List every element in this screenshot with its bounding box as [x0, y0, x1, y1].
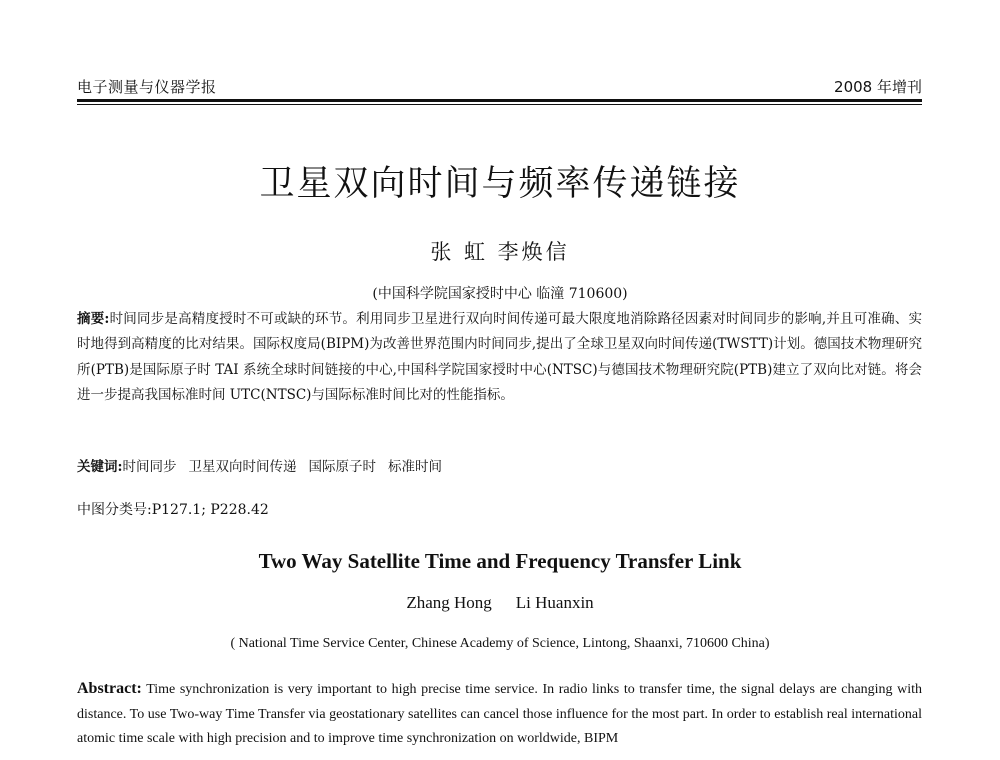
abstract-label-english: Abstract:: [77, 680, 142, 697]
keywords-label: 关键词:: [77, 459, 123, 475]
affiliation-chinese: (中国科学院国家授时中心 临潼 710600): [372, 286, 628, 302]
classification-number: 中图分类号:P127.1; P228.42: [77, 502, 269, 518]
journal-name: 电子测量与仪器学报: [77, 78, 217, 96]
running-header: [77, 76, 922, 100]
header-rule-thin: [77, 104, 922, 105]
keyword: 国际原子时: [308, 459, 376, 475]
keyword: 标准时间: [387, 459, 442, 475]
keywords-chinese: [77, 456, 922, 478]
abstract-label-chinese: 摘要:: [77, 311, 110, 327]
paper-title-chinese: 卫星双向时间与频率传递链接: [259, 164, 741, 204]
abstract-text-chinese: 时间同步是高精度授时不可或缺的环节。利用同步卫星进行双向时间传递可最大限度地消除路径因素对时间同步的影响,并且可准确、实时地得到高精度的比对结果。国际权度局(BIPM)为改善世界范围内时间同步,提出了全球卫星双向时间传递(TWSTT)计划。德国技术物理研究所(PTB)是国际原子时 TAI 系统全球时间链接的中心,中国科学院国家授时中心(NTSC)与德国技术物理研究院(PTB)建立了双向比对链。将会进一步提高我国标准时间 UTC(NTSC)与国际标准时间比对的性能指标。: [77, 311, 923, 404]
author-name: Zhang Hong: [406, 593, 492, 612]
affiliation-english: ( National Time Service Center, Chinese Academy of Science, Lintong, Shaanxi, 710600 China): [230, 636, 770, 651]
header-rule-thick: [77, 99, 922, 102]
keyword: 时间同步: [122, 459, 177, 475]
authors-chinese: 张 虹 李焕信: [430, 240, 570, 264]
paper-title-english: Two Way Satellite Time and Frequency Transfer Link: [258, 549, 742, 573]
abstract-text-english: Time synchronization is very important to high precise time service. In radio links to transfer time, the signal delays are changing with distance. To use Two-way Time Transfer via geostationary satellites can cancel those influence for the most part. In order to establish real international atomic time scale with high precision and to improve time synchronization on worldwide, BIPM: [77, 682, 923, 746]
abstract-chinese: [77, 307, 922, 409]
abstract-english: [77, 677, 922, 752]
author-name: Li Huanxin: [515, 593, 594, 612]
keyword: 卫星双向时间传递: [188, 459, 297, 475]
issue-label: 2008 年增刊: [834, 78, 922, 96]
authors-english: [0, 593, 1000, 613]
